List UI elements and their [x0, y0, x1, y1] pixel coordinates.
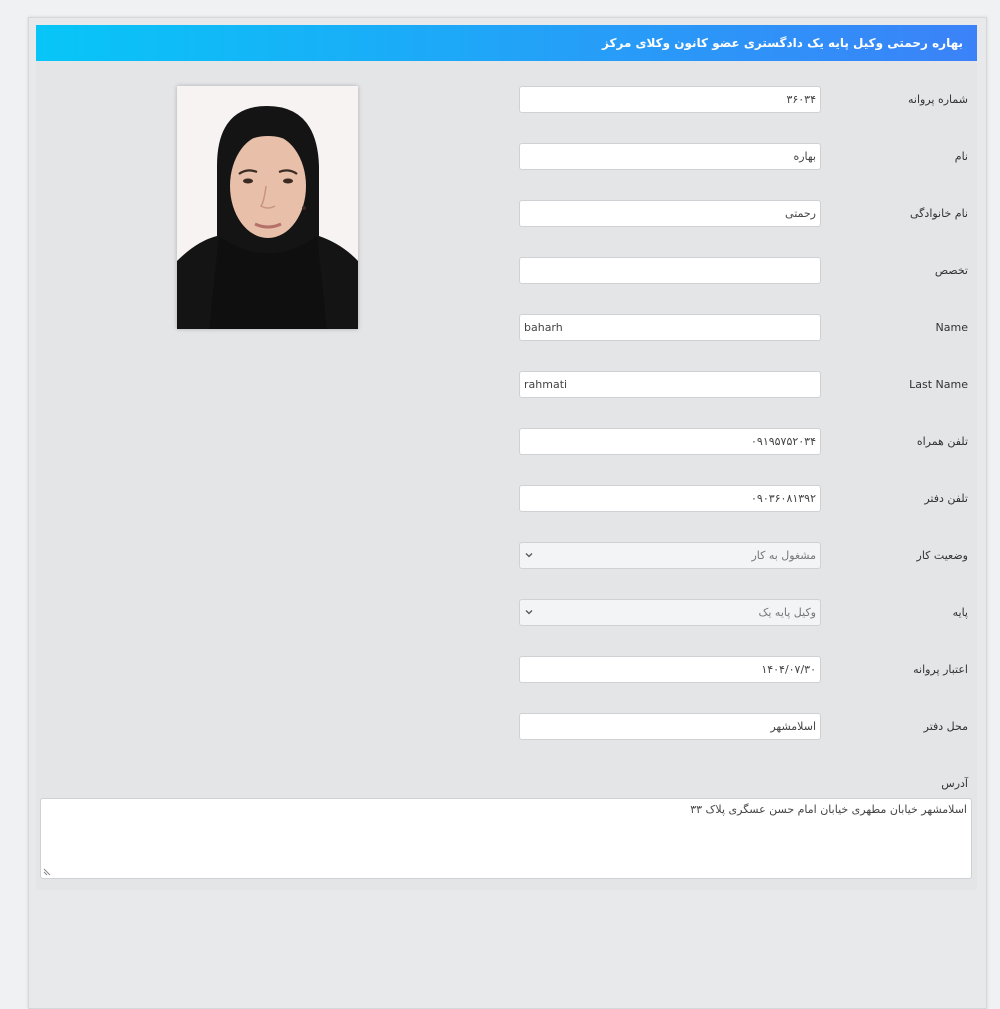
work-status-label: وضعیت کار [916, 549, 968, 562]
mobile-phone-input[interactable]: ۰۹۱۹۵۷۵۲۰۳۴ [519, 428, 821, 455]
license-number-label: شماره پروانه [908, 93, 968, 106]
grade-select[interactable] [519, 599, 821, 626]
license-number-input[interactable]: ۳۶۰۳۴ [519, 86, 821, 113]
grade-label: پایه [952, 606, 968, 619]
specialty-label: تخصص [934, 264, 968, 277]
last-name-label: نام خانوادگی [910, 207, 968, 220]
office-location-input[interactable]: اسلامشهر [519, 713, 821, 740]
first-name-input[interactable]: بهاره [519, 143, 821, 170]
page-title: بهاره رحمتی وکیل پایه یک دادگستری عضو کانون وکلای مرکز [36, 25, 977, 61]
address-label: آدرس [941, 777, 968, 790]
address-value: اسلامشهر خیابان مطهری خیابان امام حسن عسگری پلاک ۳۳ [690, 803, 967, 816]
specialty-input[interactable] [519, 257, 821, 284]
resize-handle-icon[interactable] [43, 868, 51, 876]
profile-photo-image [177, 86, 358, 329]
profile-photo [177, 86, 358, 329]
chevron-down-icon [525, 608, 533, 616]
license-validity-label: اعتبار پروانه [913, 663, 968, 676]
office-location-label: محل دفتر [923, 720, 968, 733]
work-status-value: مشغول به کار [751, 549, 816, 562]
address-textarea[interactable] [40, 798, 972, 879]
latin-last-name-label: Last Name [909, 378, 968, 391]
chevron-down-icon [525, 551, 533, 559]
license-validity-input[interactable]: ۱۴۰۴/۰۷/۳۰ [519, 656, 821, 683]
latin-name-input[interactable]: baharh [519, 314, 821, 341]
work-status-select[interactable] [519, 542, 821, 569]
office-phone-input[interactable]: ۰۹۰۳۶۰۸۱۳۹۲ [519, 485, 821, 512]
grade-value: وکیل پایه یک [758, 606, 816, 619]
mobile-phone-label: تلفن همراه [916, 435, 968, 448]
latin-name-label: Name [935, 321, 968, 334]
office-phone-label: تلفن دفتر [924, 492, 968, 505]
last-name-input[interactable]: رحمتی [519, 200, 821, 227]
latin-last-name-input[interactable]: rahmati [519, 371, 821, 398]
first-name-label: نام [954, 150, 968, 163]
